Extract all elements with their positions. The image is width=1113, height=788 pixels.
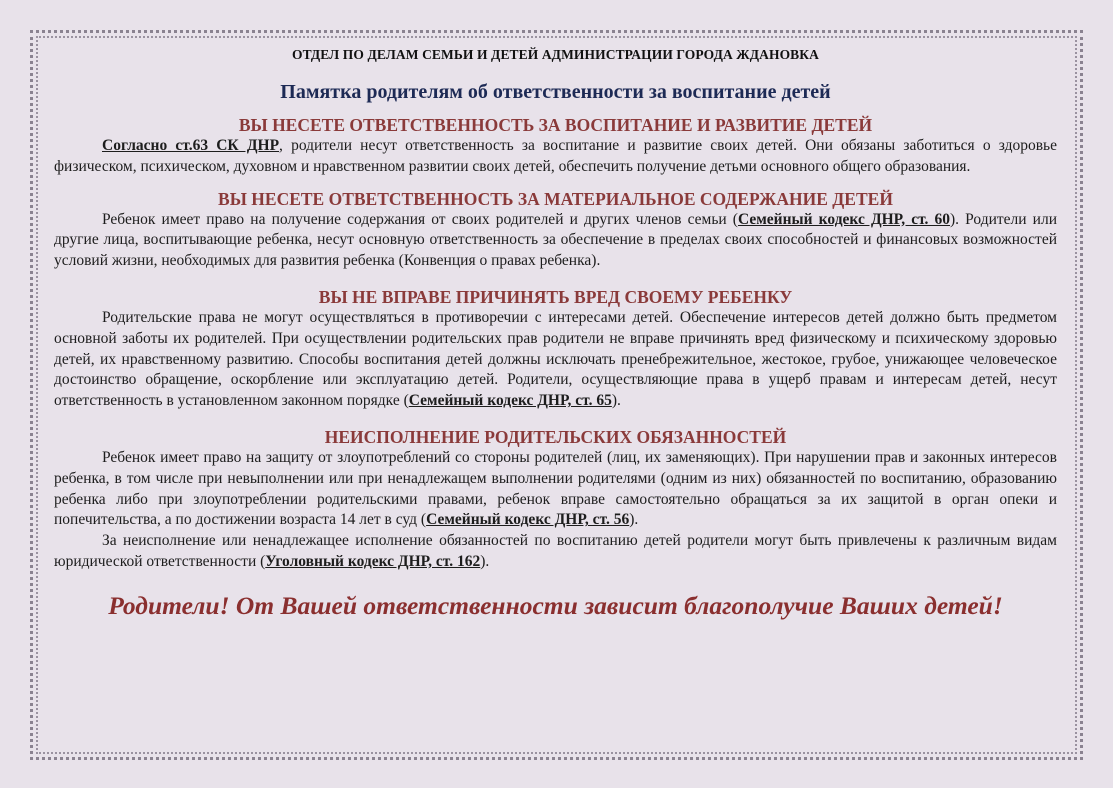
paragraph-text: Родительские права не могут осуществляться в противоречии с интересами детей. Обеспечение интересов детей должно быть предметом основной заботы их родителей. При осуществлении родительских прав родители не вправе причинять вред физическому и психическому здоровью детей, их нравственному развитию. Способы воспитания детей должны исключать пренебрежительное, жестокое, грубое, унижающее человеческое достоинство обращение, оскорбление или эксплуатацию детей. Родители, осуществляющие права в ущерб правам и интересам детей, несут ответственность в установленном законном порядке ( (54, 308, 1057, 410)
section-text-harm (54, 308, 1057, 412)
section-text-support (54, 210, 1057, 272)
section-heading-nonfulfillment: НЕИСПОЛНЕНИЕ РОДИТЕЛЬСКИХ ОБЯЗАННОСТЕЙ (324, 426, 787, 447)
section-text-nonfulfillment-1 (54, 448, 1057, 531)
paragraph-text: ). (611, 392, 621, 410)
paragraph-text: , родители несут ответственность за воспитание и развитие своих детей. Они обязаны заботиться о здоровье физическом, психическом, духовном и нравственном развитии своих детей, обеспечить получение детьми основного общего образования. (54, 137, 1058, 175)
section-text-nonfulfillment-2 (54, 531, 1057, 573)
section-text-upbringing (54, 136, 1057, 178)
organization-name: ОТДЕЛ ПО ДЕЛАМ СЕМЬИ И ДЕТЕЙ АДМИНИСТРАЦИИ ГОРОДА ЖДАНОВКА (291, 47, 820, 62)
section-heading-upbringing: ВЫ НЕСЕТЕ ОТВЕТСТВЕННОСТЬ ЗА ВОСПИТАНИЕ И РАЗВИТИЕ ДЕТЕЙ (238, 115, 873, 135)
law-reference: Семейный кодекс ДНР, ст. 56 (426, 511, 630, 529)
closing-slogan: Родители! От Вашей ответственности зависит благополучие Ваших детей! (108, 590, 1003, 620)
memo-title: Памятка родителям об ответственности за воспитание детей (280, 81, 831, 103)
section-heading-support: ВЫ НЕСЕТЕ ОТВЕТСТВЕННОСТЬ ЗА МАТЕРИАЛЬНОЕ СОДЕРЖАНИЕ ДЕТЕЙ (218, 188, 893, 209)
law-reference: Семейный кодекс ДНР, ст. 65 (408, 392, 612, 410)
law-reference: Семейный кодекс ДНР, ст. 60 (737, 210, 951, 228)
paragraph-text: ). (480, 552, 490, 570)
section-heading-harm: ВЫ НЕ ВПРАВЕ ПРИЧИНЯТЬ ВРЕД СВОЕМУ РЕБЕНКУ (318, 286, 793, 307)
paragraph-text: Ребенок имеет право на получение содержания от своих родителей и других членов семьи ( (102, 210, 738, 228)
paragraph-text: ). Родители или другие лица, воспитывающие ребенка, несут основную ответственность за обеспечение в пределах своих способностей и финансовых возможностей условий жизни, необходимых для развития ребенка (Конвенция о правах ребенка). (54, 210, 1057, 270)
paragraph-text: За неисполнение или ненадлежащее исполнение обязанностей по воспитанию детей родители могут быть привлечены к различным видам юридической ответственности ( (54, 532, 1057, 570)
paragraph-text: Ребенок имеет право на защиту от злоупотреблений со стороны родителей (лиц, их заменяющих). При нарушении прав и законных интересов ребенка, в том числе при невыполнении или при ненадлежащем выполнении родителями (одним из них) обязанностей по воспитанию, образованию ребенка либо при злоупотреблении родительскими правами, ребенок вправе самостоятельно обращаться за их защитой в орган опеки и попечительства, а по достижении возраста 14 лет в суд ( (54, 448, 1057, 529)
law-reference: Согласно ст.63 СК ДНР (102, 137, 280, 154)
memo-document (54, 44, 1057, 621)
paragraph-text: ). (629, 511, 639, 529)
law-reference: Уголовный кодекс ДНР, ст. 162 (265, 552, 481, 570)
